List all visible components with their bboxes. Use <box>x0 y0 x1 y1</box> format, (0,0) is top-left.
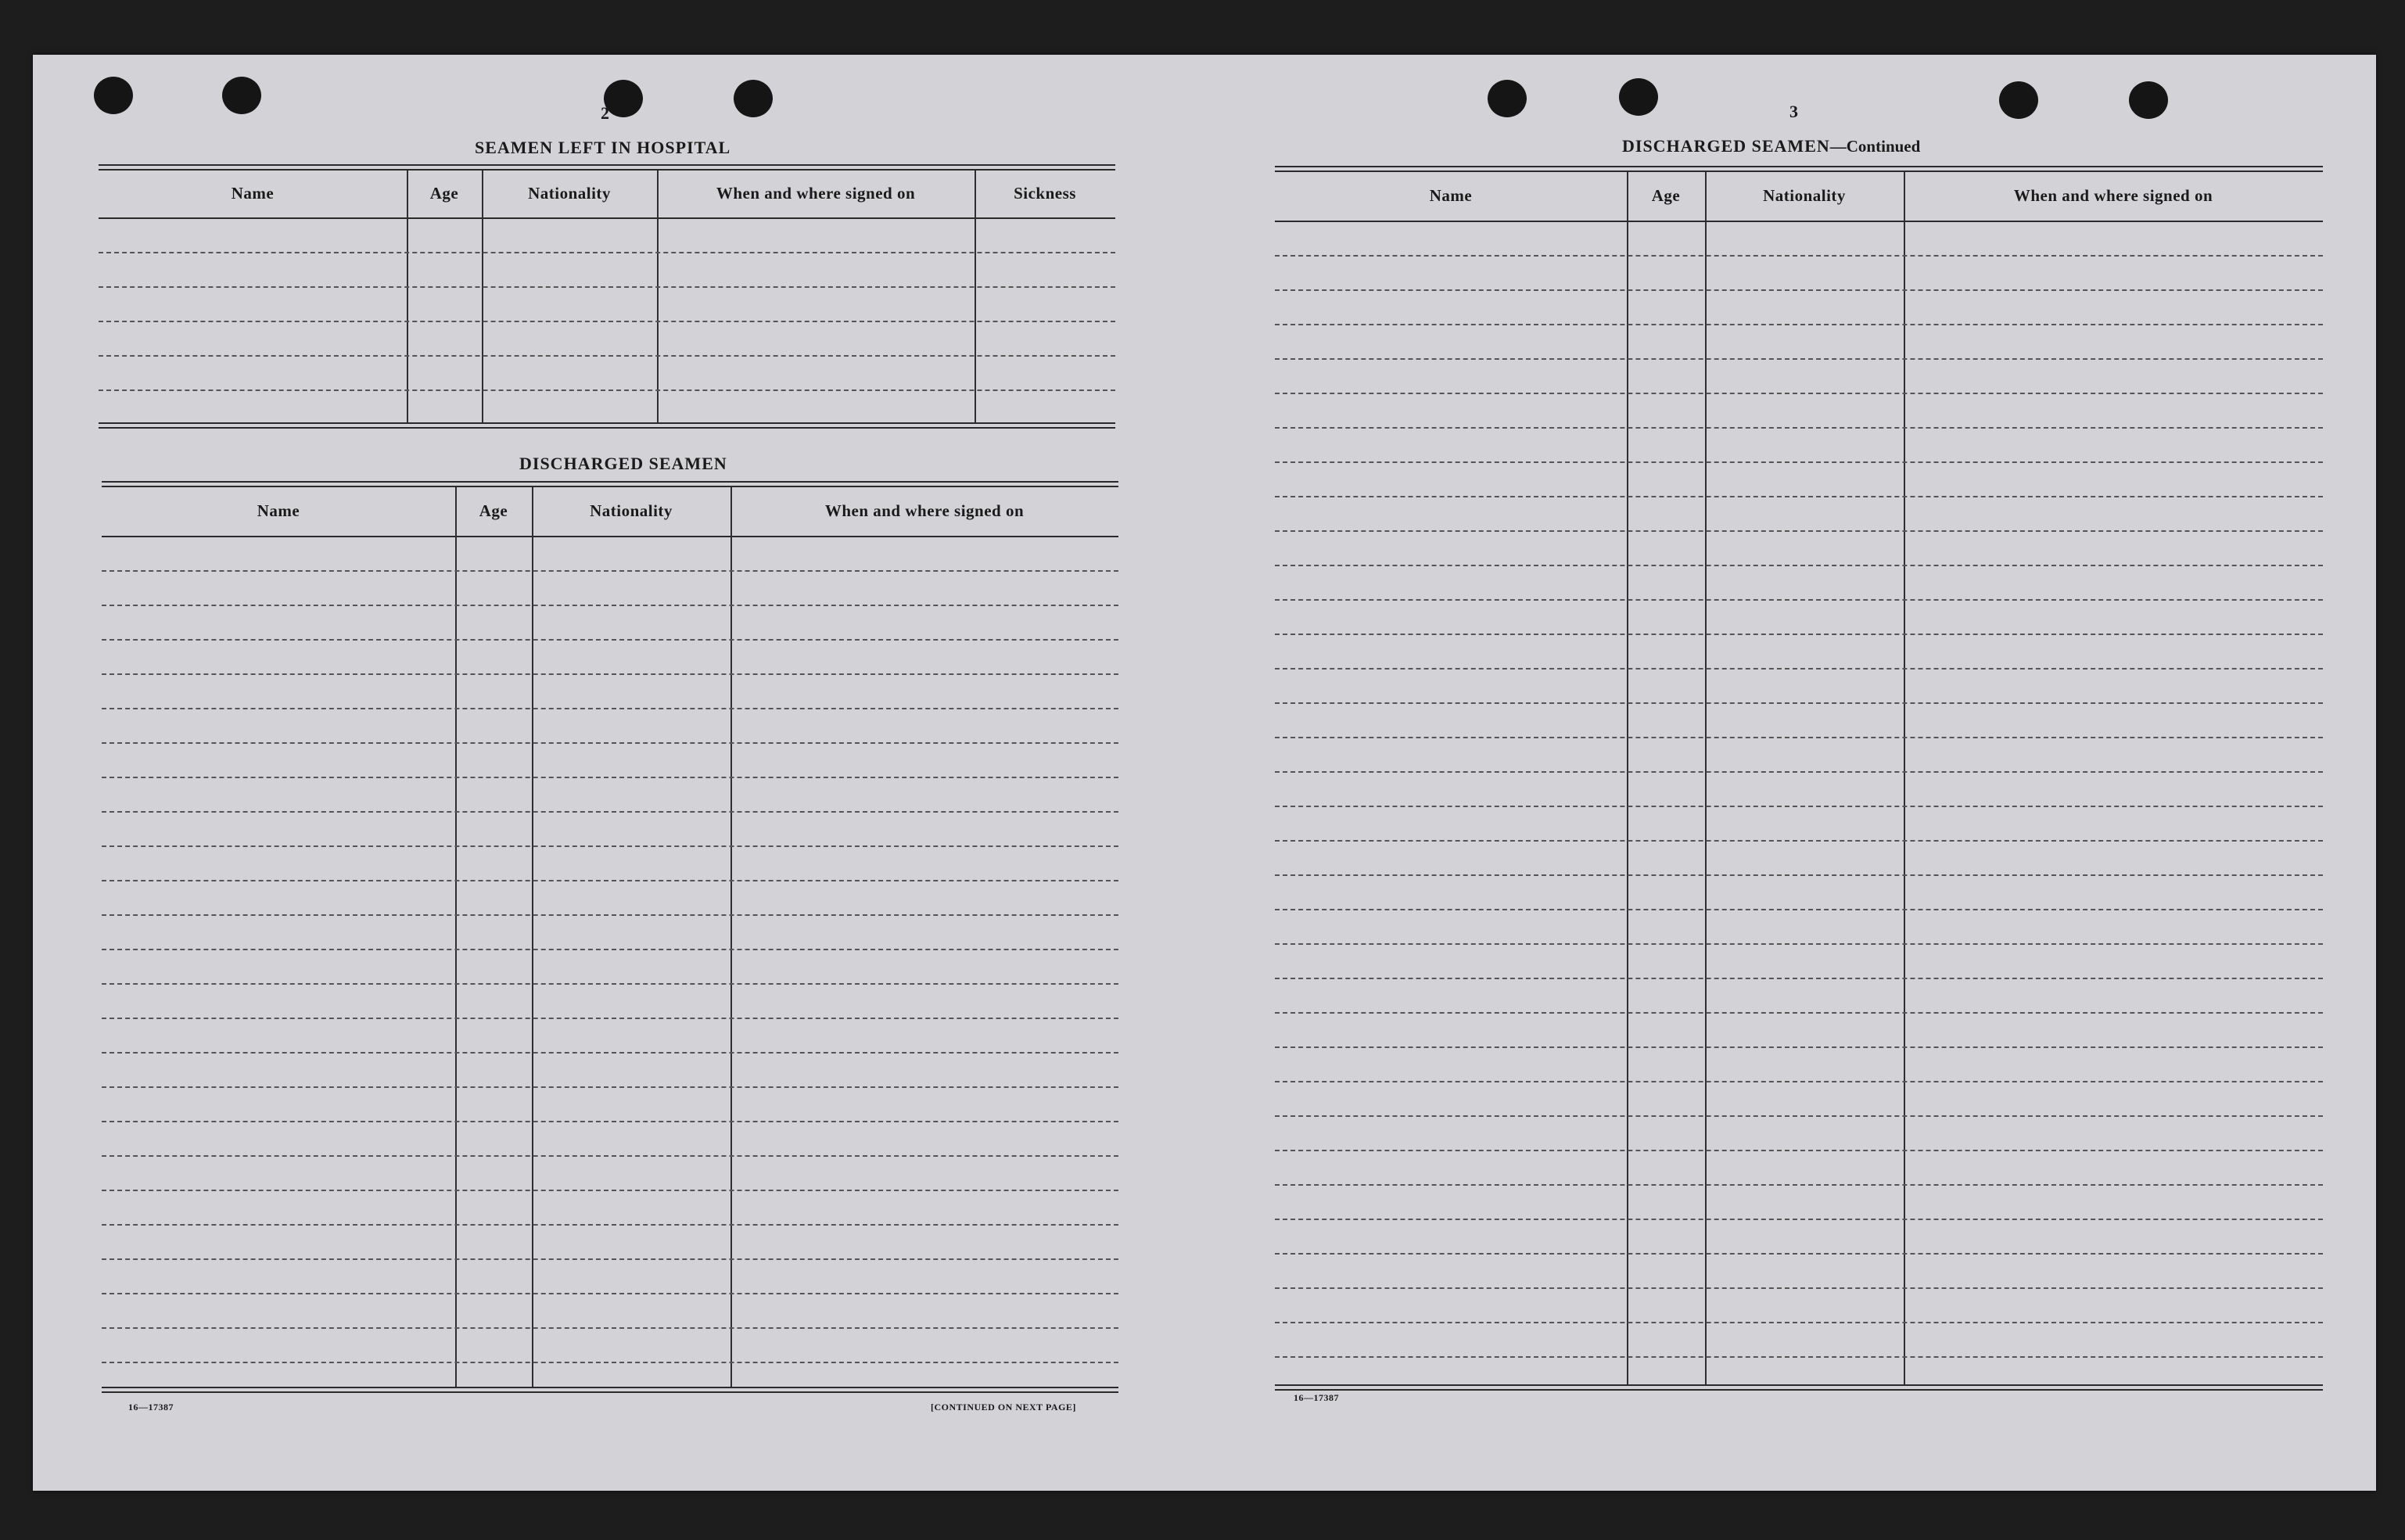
punch-hole <box>94 77 133 114</box>
discharged-table-left <box>102 481 1118 1451</box>
discharged-cont-section-title <box>1622 136 1920 156</box>
discharged-col-nationality: Nationality <box>590 501 673 520</box>
discharged-cont-col-age: Age <box>1651 185 1681 205</box>
form-sheet <box>33 55 2376 1491</box>
page-number-right: 3 <box>1789 102 1798 121</box>
discharged-cont-col-name: Name <box>1429 185 1473 205</box>
hospital-col-signed-on: When and where signed on <box>716 183 916 203</box>
discharged-col-name: Name <box>257 501 300 520</box>
page-number-left: 2 <box>601 103 609 123</box>
punch-hole <box>734 80 773 117</box>
punch-hole <box>2129 81 2168 119</box>
hospital-col-name: Name <box>231 183 275 203</box>
discharged-cont-title: DISCHARGED SEAMEN <box>1622 136 1830 156</box>
hospital-section-title: SEAMEN LEFT IN HOSPITAL <box>475 138 731 157</box>
punch-hole <box>1619 78 1658 116</box>
discharged-cont-col-nationality: Nationality <box>1763 185 1846 205</box>
punch-hole <box>222 77 261 114</box>
hospital-col-age: Age <box>429 183 459 203</box>
continued-note: [CONTINUED ON NEXT PAGE] <box>931 1402 1076 1413</box>
discharged-col-signed-on: When and where signed on <box>824 501 1025 520</box>
hospital-col-sickness: Sickness <box>1014 183 1076 203</box>
discharged-section-title: DISCHARGED SEAMEN <box>519 454 727 473</box>
hospital-table <box>99 164 1115 430</box>
punch-hole <box>1488 80 1527 117</box>
form-number-right: 16—17387 <box>1294 1392 1339 1403</box>
discharged-cont-col-signed-on: When and where signed on <box>2013 185 2213 205</box>
hospital-col-nationality: Nationality <box>528 183 611 203</box>
punch-hole <box>1999 81 2038 119</box>
discharged-table-right <box>1275 166 2323 1448</box>
form-number-left: 16—17387 <box>128 1402 174 1413</box>
discharged-col-age: Age <box>479 501 508 520</box>
punch-hole <box>604 80 643 117</box>
discharged-cont-suffix: —Continued <box>1829 137 1921 156</box>
